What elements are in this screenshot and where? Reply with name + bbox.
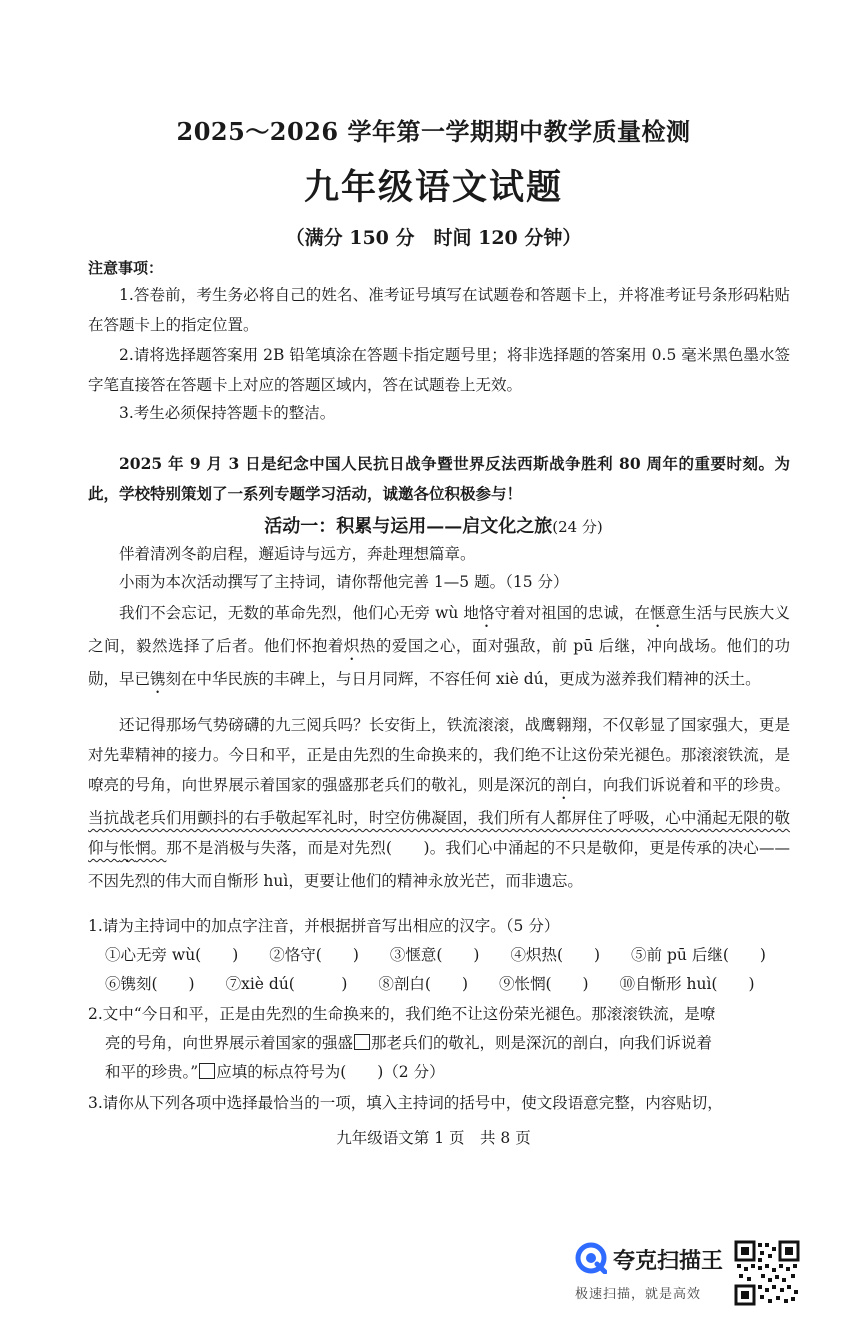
exam-meta: （满分 150 分 时间 120 分钟）	[285, 227, 582, 249]
dotted-char: 惬	[650, 604, 666, 622]
activity-title-text: 活动一：积累与运用——启文化之旅	[264, 516, 553, 537]
blank-box	[199, 1063, 215, 1079]
note-item-2: 2.请将选择题答案用 2B 铅笔填涂在答题卡指定题号里；将非选择题的答案用 0.5 毫米黑色墨水签字笔直接答在答题卡上对应的答题区域内，答在试题卷上无效。	[88, 346, 790, 394]
note-item-1: 1.答卷前，考生务必将自己的姓名、准考证号填写在试题卷和答题卡上，并将准考证号条形码粘贴在答题卡上的指定位置。	[88, 286, 790, 334]
activity-line-2: 小雨为本次活动撰写了主持词，请你帮他完善 1—5 题。（15 分）	[119, 573, 569, 591]
exam-title: 2025～2026 学年第一学期期中教学质量检测	[176, 117, 691, 146]
dotted-char: 炽	[343, 637, 360, 655]
question-2-line-1: 2.文中“今日和平，正是由先烈的生命换来的，我们绝不让这份荣光褪色。那滚滚铁流，是嘹	[88, 1005, 716, 1023]
question-text: 亮的号角，向世界展示着国家的强盛	[105, 1034, 354, 1052]
quark-logo-icon	[575, 1242, 607, 1274]
scanner-slogan: 极速扫描，就是高效	[575, 1287, 702, 1302]
question-1: 1.请为主持词中的加点字注音，并根据拼音写出相应的汉字。（5 分）	[88, 917, 560, 935]
passage-paragraph-1	[88, 598, 790, 697]
dotted-char: 恪	[478, 604, 495, 622]
passage-text: 守着对祖国的忠诚，在	[494, 604, 651, 622]
question-2-line-3	[105, 1057, 445, 1087]
activity-score: (24 分)	[552, 518, 603, 536]
note-item-3: 3.考生必须保持答题卡的整洁。	[119, 404, 336, 422]
qr-code-icon	[734, 1240, 800, 1306]
dotted-char: 怅	[119, 839, 136, 857]
activity-title	[0, 512, 867, 538]
wavy-underlined-sentence-end: 惘。	[135, 839, 167, 857]
question-text: 应填的标点符号为( )（2 分）	[216, 1063, 445, 1081]
scanner-app-name: 夸克扫描王	[613, 1249, 724, 1274]
question-1-row-1: ①心无旁 wù( ) ②恪守( ) ③惬意( ) ④炽热( ) ⑤前 pū 后继( )	[105, 946, 766, 964]
passage-paragraph-2	[88, 710, 790, 896]
dotted-char: 镌	[150, 670, 166, 688]
passage-text: 意生活与民族大义之间，毅然选择了后者。他们怀抱着	[88, 604, 790, 655]
page-footer: 九年级语文第 1 页 共 8 页	[336, 1129, 531, 1147]
blank-box	[354, 1034, 370, 1050]
passage-text: 我们不会忘记，无数的革命先烈，他们心无旁 wù 地	[119, 604, 479, 622]
subject-title: 九年级语文试题	[303, 167, 563, 208]
passage-text: 白，向我们诉说着和平的珍贵。	[571, 776, 790, 794]
passage-text: 还记得那场气势磅礴的九三阅兵吗？长安街上，铁流滚滚，战鹰翱翔，不仅彰显了国家强大，更是对先辈精神的接力。今日和平，正是由先烈的生命换来的，我们绝不让这份荣光褪色。那滚滚铁流，是嘹亮的号角，向世界展示着国家的强盛那老兵们的敬礼，则是深沉的	[88, 716, 790, 794]
activity-line-1: 伴着清冽冬韵启程，邂逅诗与远方，奔赴理想篇章。	[119, 545, 476, 563]
question-1-row-2: ⑥镌刻( ) ⑦xiè dú( ) ⑧剖白( ) ⑨怅惘( ) ⑩自惭形 huì( )	[105, 975, 755, 993]
intro-paragraph: 2025 年 9 月 3 日是纪念中国人民抗日战争暨世界反法西斯战争胜利 80 周年的重要时刻。为此，学校特别策划了一系列专题学习活动，诚邀各位积极参与！	[88, 454, 790, 503]
wavy-underlined-sentence: 当抗战老兵们用颤抖的右手敬起军礼时，时空仿佛凝固，我们所有人都屏住了呼吸，心中涌起无限的敬仰与	[88, 809, 790, 857]
question-2-line-2	[105, 1028, 712, 1058]
passage-text: 刻在中华民族的丰碑上，与日月同辉，不容任何 xiè dú，更成为滋养我们精神的沃土。	[165, 670, 761, 688]
question-3: 3.请你从下列各项中选择最恰当的一项，填入主持词的括号中，使文段语意完整，内容贴切，	[88, 1094, 723, 1112]
notes-heading: 注意事项：	[88, 259, 164, 277]
dotted-char: 剖	[556, 776, 572, 794]
scanner-watermark	[575, 1240, 725, 1310]
passage-text: 那不是消极与失落，而是对先烈( )。我们心中涌起的不只是敬仰，更是传承的决心——不因先烈的伟大而自惭形 huì，更要让他们的精神永放光芒，而非遗忘。	[88, 839, 790, 890]
question-text: 那老兵们的敬礼，则是深沉的剖白，向我们诉说着	[371, 1034, 713, 1052]
passage-text: 热的爱国之心，面对强敌，前 pū 后继，冲向战场。他们的功勋，早已	[88, 637, 790, 688]
question-text: 和平的珍贵。”	[105, 1063, 199, 1081]
